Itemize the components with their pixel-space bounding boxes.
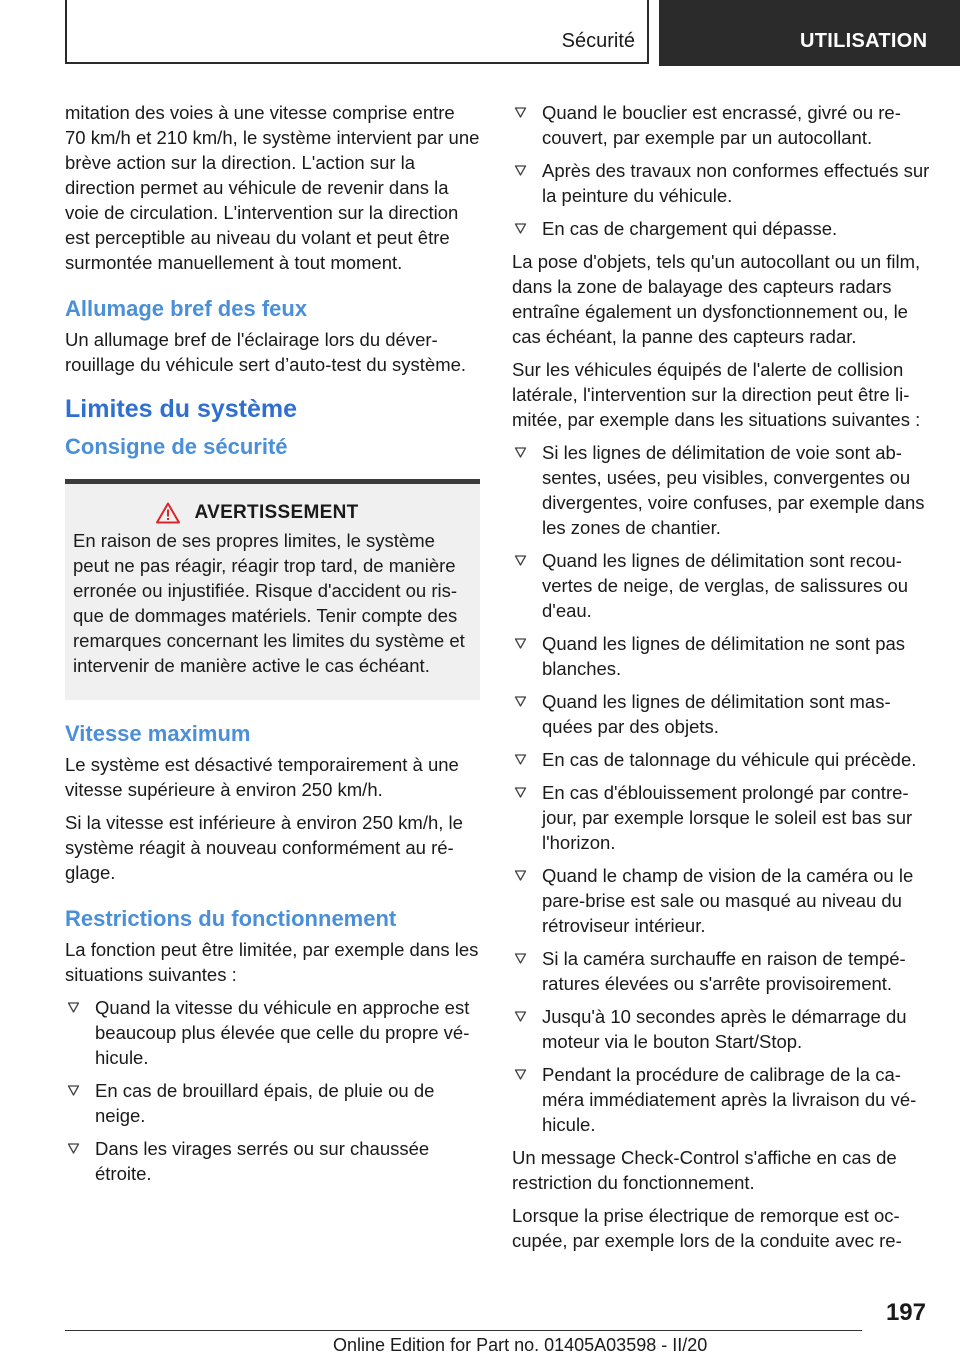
list-item: [512, 863, 932, 938]
list-item-text: Pendant la procédure de calibrage de la caméra immédiatement après la livraison du véhicule.: [542, 1064, 917, 1135]
triangle-bullet-icon: [514, 637, 527, 650]
heading-restrictions: Restrictions du fonctionnement: [65, 906, 397, 931]
triangle-bullet-icon: [514, 753, 527, 766]
trailer-paragraph: Lorsque la prise électrique de remorque est occupée, par exemple lors de la conduite avec re-: [512, 1205, 902, 1251]
page-number: 197: [885, 1299, 926, 1326]
list-item-text: En cas de talonnage du véhicule qui précède.: [542, 749, 917, 770]
vitesse-paragraph-1: Le système est désactivé temporairement à une vitesse supérieure à environ 250 km/h.: [65, 754, 459, 800]
triangle-bullet-icon: [67, 1084, 80, 1097]
list-item-text: En cas d'éblouissement prolongé par contre-jour, par exemple lorsque le soleil est bas sur l'horizon.: [542, 782, 913, 853]
footer-divider: [65, 1330, 862, 1331]
list-item: [512, 548, 932, 623]
list-item-text: Quand la vitesse du véhicule en approche est beaucoup plus élevée que celle du propre véhicule.: [95, 997, 470, 1068]
triangle-bullet-icon: [514, 164, 527, 177]
list-item-text: Quand les lignes de délimitation ne sont pas blanches.: [542, 633, 906, 679]
section-title: Sécurité: [561, 30, 635, 52]
list-item-text: En cas de chargement qui dépasse.: [542, 218, 838, 239]
heading-allumage: Allumage bref des feux: [65, 296, 308, 321]
list-item: [512, 747, 932, 772]
restrictions-list: [65, 995, 480, 1186]
triangle-bullet-icon: [514, 1010, 527, 1023]
list-item-text: Jusqu'à 10 secondes après le démarrage du moteur via le bouton Start/Stop.: [542, 1006, 907, 1052]
list-item: [512, 780, 932, 855]
list-item: [512, 1062, 932, 1137]
restrictions-paragraph: La fonction peut être limitée, par exemple dans les situations suivantes :: [65, 939, 479, 985]
list-item-text: Dans les virages serrés ou sur chaussée étroite.: [95, 1138, 430, 1184]
triangle-bullet-icon: [67, 1001, 80, 1014]
triangle-bullet-icon: [514, 695, 527, 708]
triangle-bullet-icon: [514, 869, 527, 882]
header-section-box: [65, 0, 649, 64]
triangle-bullet-icon: [514, 222, 527, 235]
intro-paragraph: mitation des voies à une vitesse comprise entre 70 km/h et 210 km/h, le système intervient par une brève action sur la direction. L'action sur la direction permet au véhicule de revenir dans la voie de circulation. L'intervention sur la direction est perceptible au niveau du volant et peut être surmontée manuellement à tout moment.: [65, 102, 480, 273]
warning-box: [65, 479, 480, 700]
list-item: [512, 216, 932, 241]
heading-limites: Limites du système: [65, 395, 298, 423]
allumage-paragraph: Un allumage bref de l'éclairage lors du déverrouillage du véhicule sert d’auto-test du système.: [65, 329, 467, 375]
left-column: [65, 100, 480, 1194]
vitesse-paragraph-2: Si la vitesse est inférieure à environ 250 km/h, le système réagit à nouveau conformément au réglage.: [65, 812, 463, 883]
triangle-bullet-icon: [514, 1068, 527, 1081]
list-item-text: Si les lignes de délimitation de voie sont absentes, usées, peu visibles, convergentes ou divergentes, voire confuses, par exemple dans les zones de chantier.: [542, 442, 925, 538]
conditions-list-1: [512, 100, 932, 241]
header-chapter-box: [659, 0, 960, 66]
conditions-list-2: [512, 440, 932, 1137]
list-item-text: Quand les lignes de délimitation sont recouvertes de neige, de verglas, de salissures ou d'eau.: [542, 550, 909, 621]
list-item-text: En cas de brouillard épais, de pluie ou de neige.: [95, 1080, 435, 1126]
list-item-text: Quand le champ de vision de la caméra ou le pare-brise est sale ou masqué au niveau du rétroviseur intérieur.: [542, 865, 914, 936]
triangle-bullet-icon: [67, 1142, 80, 1155]
list-item-text: Après des travaux non conformes effectués sur la peinture du véhicule.: [542, 160, 930, 206]
list-item: [512, 440, 932, 540]
triangle-bullet-icon: [514, 786, 527, 799]
list-item: [512, 631, 932, 681]
list-item: [512, 1004, 932, 1054]
triangle-bullet-icon: [514, 106, 527, 119]
warning-text: En raison de ses propres limites, le système peut ne pas réagir, réagir trop tard, de manière erronée ou injustifiée. Risque d'accident ou risque de dommages matériels. Tenir compte des remarques concernant les limites du système et intervenir de manière active le cas échéant.: [73, 530, 465, 676]
triangle-bullet-icon: [514, 952, 527, 965]
footer-edition: Online Edition for Part no. 01405A03598 - II/20: [333, 1335, 708, 1355]
triangle-bullet-icon: [514, 554, 527, 567]
warning-triangle-icon: [156, 502, 180, 524]
radar-paragraph: La pose d'objets, tels qu'un autocollant ou un film, dans la zone de balayage des capteurs radars entraîne également un dysfonctionnement ou, le cas échéant, la panne des capteurs radar.: [512, 251, 921, 347]
collision-paragraph: Sur les véhicules équipés de l'alerte de collision latérale, l'intervention sur la direction peut être limitée, par exemple dans les situations suivantes :: [512, 359, 921, 430]
warning-title: AVERTISSEMENT: [194, 502, 359, 523]
warning-header: [43, 502, 472, 524]
list-item: [512, 946, 932, 996]
list-item: [512, 689, 932, 739]
list-item-text: Si la caméra surchauffe en raison de températures élevées ou s'arrête provisoirement.: [542, 948, 906, 994]
triangle-bullet-icon: [514, 446, 527, 459]
heading-vitesse: Vitesse maximum: [65, 721, 251, 746]
list-item-text: Quand les lignes de délimitation sont masquées par des objets.: [542, 691, 891, 737]
heading-consigne: Consigne de sécurité: [65, 434, 288, 459]
list-item: [65, 1136, 480, 1186]
right-column: [512, 100, 932, 1261]
chapter-title: UTILISATION: [800, 30, 928, 52]
list-item: [512, 100, 932, 150]
list-item-text: Quand le bouclier est encrassé, givré ou recouvert, par exemple par un autocollant.: [542, 102, 901, 148]
list-item: [65, 1078, 480, 1128]
check-control-paragraph: Un message Check-Control s'affiche en cas de restriction du fonctionnement.: [512, 1147, 897, 1193]
list-item: [65, 995, 480, 1070]
list-item: [512, 158, 932, 208]
